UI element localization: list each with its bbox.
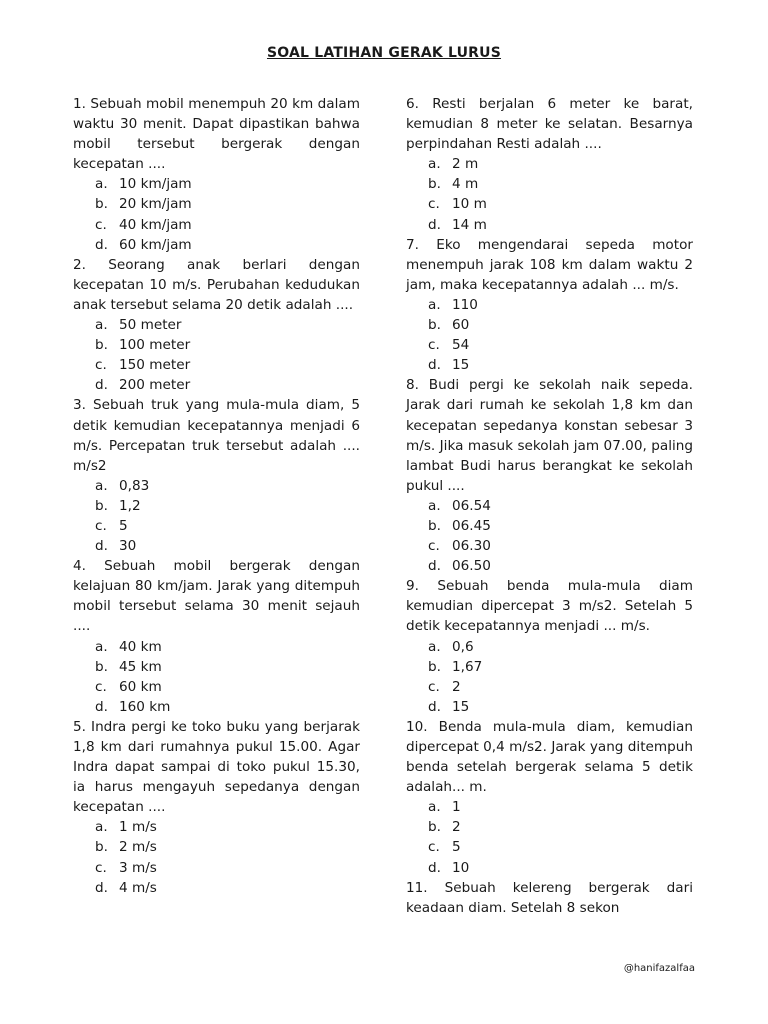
question-stem: 7. Eko mengendarai sepeda motor menempuh jarak 108 km dalam waktu 2 jam, maka kecepatannya adalah ... m/s.	[406, 236, 693, 293]
option-text: 2 m/s	[119, 839, 157, 856]
question-3	[73, 395, 360, 556]
answer-option	[73, 657, 360, 677]
option-text: 40 km/jam	[119, 216, 192, 233]
answer-option	[73, 536, 360, 556]
answer-option	[406, 637, 693, 657]
author-handle: @hanifazalfaa	[623, 963, 695, 974]
option-text: 60 km/jam	[119, 236, 192, 253]
right-column	[406, 94, 693, 918]
question-stem: 8. Budi pergi ke sekolah naik sepeda. Jarak dari rumah ke sekolah 1,8 km dan kecepatan sepedanya konstan sebesar 3 m/s. Jika masuk sekolah jam 07.00, paling lambat Budi harus berangkat ke sekolah pukul ....	[406, 377, 693, 494]
option-letter: d.	[428, 216, 441, 233]
option-letter: c.	[95, 678, 107, 695]
answer-option	[406, 817, 693, 837]
answer-options	[73, 174, 360, 254]
option-letter: c.	[95, 357, 107, 374]
answer-option	[73, 878, 360, 898]
option-letter: d.	[95, 236, 108, 253]
question-2	[406, 235, 693, 376]
question-6	[406, 878, 693, 918]
answer-option	[406, 677, 693, 697]
option-text: 5	[452, 839, 461, 856]
option-text: 06.30	[452, 538, 491, 555]
answer-option	[73, 235, 360, 255]
answer-option	[73, 174, 360, 194]
answer-option	[73, 375, 360, 395]
question-stem: 6. Resti berjalan 6 meter ke barat, kemudian 8 meter ke selatan. Besarnya perpindahan Resti adalah ....	[406, 96, 693, 153]
option-letter: b.	[428, 176, 441, 193]
option-text: 40 km	[119, 638, 162, 655]
option-text: 110	[452, 296, 478, 313]
option-letter: c.	[95, 859, 107, 876]
question-stem: 1. Sebuah mobil menempuh 20 km dalam waktu 30 menit. Dapat dipastikan bahwa mobil tersebut bergerak dengan kecepatan ....	[73, 96, 360, 173]
option-text: 2	[452, 678, 461, 695]
option-letter: b.	[95, 497, 108, 514]
answer-option	[73, 476, 360, 496]
answer-options	[406, 637, 693, 717]
option-text: 15	[452, 698, 470, 715]
option-letter: c.	[428, 337, 440, 354]
option-letter: b.	[428, 819, 441, 836]
option-letter: c.	[428, 678, 440, 695]
option-letter: d.	[428, 698, 441, 715]
option-text: 06.50	[452, 558, 491, 575]
option-letter: a.	[428, 799, 441, 816]
answer-option	[406, 154, 693, 174]
answer-option	[73, 496, 360, 516]
option-text: 54	[452, 337, 470, 354]
option-letter: a.	[428, 156, 441, 173]
option-text: 100 meter	[119, 337, 191, 354]
answer-options	[406, 154, 693, 234]
option-text: 10	[452, 859, 470, 876]
answer-option	[406, 536, 693, 556]
answer-option	[73, 837, 360, 857]
option-text: 150 meter	[119, 357, 191, 374]
answer-option	[73, 215, 360, 235]
option-letter: c.	[428, 538, 440, 555]
answer-option	[73, 516, 360, 536]
question-1	[73, 94, 360, 255]
option-text: 45 km	[119, 658, 162, 675]
answer-option	[73, 355, 360, 375]
option-text: 0,6	[452, 638, 474, 655]
option-letter: b.	[428, 317, 441, 334]
option-text: 10 km/jam	[119, 176, 192, 193]
answer-options	[406, 797, 693, 877]
option-text: 5	[119, 517, 128, 534]
option-text: 15	[452, 357, 470, 374]
option-text: 1	[452, 799, 461, 816]
option-letter: b.	[95, 196, 108, 213]
answer-option	[406, 194, 693, 214]
option-text: 30	[119, 538, 137, 555]
answer-option	[73, 315, 360, 335]
answer-option	[73, 697, 360, 717]
option-text: 200 meter	[119, 377, 191, 394]
option-text: 60 km	[119, 678, 162, 695]
question-stem: 9. Sebuah benda mula-mula diam kemudian dipercepat 3 m/s2. Setelah 5 detik kecepatannya menjadi ... m/s.	[406, 578, 693, 635]
option-letter: c.	[95, 517, 107, 534]
option-text: 14 m	[452, 216, 487, 233]
answer-options	[73, 315, 360, 395]
option-letter: d.	[95, 698, 108, 715]
answer-option	[406, 797, 693, 817]
option-text: 10 m	[452, 196, 487, 213]
option-text: 20 km/jam	[119, 196, 192, 213]
option-letter: c.	[95, 216, 107, 233]
option-letter: a.	[428, 296, 441, 313]
question-5	[406, 717, 693, 878]
option-letter: b.	[428, 517, 441, 534]
option-text: 160 km	[119, 698, 171, 715]
option-letter: d.	[428, 859, 441, 876]
option-letter: b.	[95, 658, 108, 675]
answer-option	[406, 496, 693, 516]
answer-options	[73, 476, 360, 556]
answer-option	[406, 516, 693, 536]
question-stem: 4. Sebuah mobil bergerak dengan kelajuan 80 km/jam. Jarak yang ditempuh mobil tersebut selama 30 menit sejauh ....	[73, 558, 360, 635]
option-letter: c.	[428, 839, 440, 856]
question-stem: 5. Indra pergi ke toko buku yang berjarak 1,8 km dari rumahnya pukul 15.00. Agar Indra dapat sampai di toko pukul 15.30, ia harus mengayuh sepedanya dengan kecepatan ....	[73, 718, 360, 816]
option-text: 1,67	[452, 658, 483, 675]
option-letter: a.	[95, 819, 108, 836]
question-5	[73, 717, 360, 898]
option-letter: b.	[95, 839, 108, 856]
answer-options	[73, 817, 360, 897]
option-text: 0,83	[119, 477, 150, 494]
answer-option	[406, 556, 693, 576]
option-letter: d.	[428, 357, 441, 374]
answer-option	[406, 837, 693, 857]
option-text: 2	[452, 819, 461, 836]
option-letter: a.	[428, 497, 441, 514]
answer-option	[406, 215, 693, 235]
option-letter: a.	[95, 176, 108, 193]
answer-option	[73, 858, 360, 878]
answer-option	[406, 174, 693, 194]
answer-option	[406, 335, 693, 355]
question-3	[406, 375, 693, 576]
question-stem: 3. Sebuah truk yang mula-mula diam, 5 detik kemudian kecepatannya menjadi 6 m/s. Percepatan truk tersebut adalah .... m/s2	[73, 397, 360, 474]
answer-options	[73, 637, 360, 717]
left-column	[73, 94, 360, 898]
option-text: 50 meter	[119, 317, 182, 334]
option-text: 1 m/s	[119, 819, 157, 836]
question-4	[73, 556, 360, 717]
answer-options	[406, 496, 693, 576]
option-text: 3 m/s	[119, 859, 157, 876]
answer-option	[73, 637, 360, 657]
answer-option	[406, 657, 693, 677]
answer-options	[406, 295, 693, 375]
answer-option	[406, 295, 693, 315]
option-text: 06.54	[452, 497, 491, 514]
answer-option	[406, 858, 693, 878]
option-letter: d.	[95, 879, 108, 896]
option-text: 06.45	[452, 517, 491, 534]
option-letter: d.	[95, 377, 108, 394]
page-title: SOAL LATIHAN GERAK LURUS	[266, 45, 502, 61]
option-text: 1,2	[119, 497, 141, 514]
answer-option	[406, 355, 693, 375]
option-letter: c.	[428, 196, 440, 213]
question-stem: 11. Sebuah kelereng bergerak dari keadaan diam. Setelah 8 sekon	[406, 879, 693, 916]
option-text: 4 m/s	[119, 879, 157, 896]
question-2	[73, 255, 360, 396]
option-text: 4 m	[452, 176, 479, 193]
question-4	[406, 576, 693, 717]
option-text: 60	[452, 317, 470, 334]
answer-option	[73, 194, 360, 214]
option-letter: b.	[428, 658, 441, 675]
option-letter: b.	[95, 337, 108, 354]
option-letter: d.	[428, 558, 441, 575]
answer-option	[73, 677, 360, 697]
question-stem: 10. Benda mula-mula diam, kemudian dipercepat 0,4 m/s2. Jarak yang ditempuh benda setelah bergerak selama 5 detik adalah... m.	[406, 718, 693, 796]
answer-option	[73, 335, 360, 355]
question-1	[406, 94, 693, 235]
option-letter: a.	[95, 477, 108, 494]
answer-option	[73, 817, 360, 837]
question-stem: 2. Seorang anak berlari dengan kecepatan 10 m/s. Perubahan kedudukan anak tersebut selama 20 detik adalah ....	[73, 256, 360, 313]
option-letter: a.	[95, 317, 108, 334]
option-letter: d.	[95, 538, 108, 555]
answer-option	[406, 697, 693, 717]
option-letter: a.	[428, 638, 441, 655]
answer-option	[406, 315, 693, 335]
option-text: 2 m	[452, 156, 479, 173]
option-letter: a.	[95, 638, 108, 655]
